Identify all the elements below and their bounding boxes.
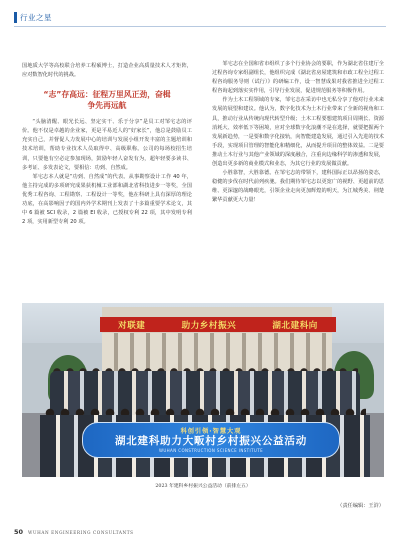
header-title: 行业之星: [20, 12, 52, 22]
left-paragraph-3: 邹宅志本人就是“功到、自然成”的代表。从事勘察设计工作 40 年，他主持完成的多项研究成果获机械工业部和湖北省科技进步一等奖，全国优秀工程咨询、工程勘察、工程设计一等奖，他在科研上具有深厚的理论功底，在高影响因子的国内外学术期刊上发表了十多篇重要学术论文，其中 6 篇被 SCI 收录，2 篇被 EI 收录，已授权专利 22 项，其中发明专利 2 项，实用新型专利 20 项。: [22, 173, 192, 226]
section-title: [22, 89, 192, 111]
right-paragraph-1: 邹宅志在全国和省市组织了多个行业协会的要职，作为湖北省住建厅全过程咨询专家组副组长，他组织完成《湖北省房屋建筑和市政工程全过程工程咨询服务导则（试行）》的研编工作，设一智慧成果对我省推进全过程工程咨询起到落实实作用，引导行业发展，促进规范服务等积极作用。: [212, 61, 384, 95]
banner-sub-text: WUHAN CONSTRUCTION SCIENCE INSTITUTE: [158, 448, 264, 453]
right-text-column: [212, 60, 384, 206]
left-paragraph-2: “头脑清醒、眼光长远、坚定实干、乐于分享”是员工对邹宅志的评价。他不仅是卓越的企业家，更是平易近人的“好家长”，他总是鼓励员工充实自己，并督促人力发展中心的培训与发展小组开发丰富的主题培训和技术培训，帮助专业技术人员取得中、高级职称。公司的每场校招生培训，只要他有空必定参加现场，鼓励年轻人奋发有为，超年轻要多读书、多考证、多发表论文，要相信：功到、自然成。: [22, 119, 192, 171]
page-number: 50: [14, 528, 24, 536]
right-paragraph-3: 小胜靠智，大胜靠德。在邹宅志的带领下，建科国际正以昂扬的姿态，稳健的步伐在时代前列疾驰。我们期待邹宅志以更宽广的视野、更超前的思维、更深邃的战略眼光，引领企业走向更加辉煌的明天，为江城秀美、荆楚繁华贡献更大力量！: [212, 170, 384, 204]
column-header: [14, 10, 52, 24]
event-blue-banner: [82, 422, 340, 458]
section-title-line-2: 争先再远航: [87, 101, 127, 111]
right-paragraph-2: 作为土木工程领域的专家，邹宅志在采访中也无私分享了他对行业未来发展的展望和建议。他认为，数字化技术为土木行业带来了全新的视角和工具，推动行业从传统向现代转型升级；土木工程要想建筑项目周期长、资源消耗大、效率低下等困境，应对全球数字化浪潮不是在选择，就要把握两个发展新趋势，一是要和数字化接轨，向智能建造发展，通过引入先进的技术手段，实现项目管理的智能化和精细化，从而提升项目的整体效益。二是要推动土木行业与其他产业领域的深度融合，注重向边缘科学的渗透和发展，创造出更多新的商业模式和业态，为其它行业的发展做贡献。: [212, 97, 384, 168]
red-banner-mid: 助力乡村振兴: [181, 320, 237, 331]
header-accent-bar: [14, 12, 17, 23]
header-divider: [14, 26, 386, 27]
publication-name: WUHAN ENGINEERING CONSULTANTS: [28, 529, 134, 535]
banner-top-text: 科创引领·智慧大观: [180, 428, 242, 435]
page-footer: [14, 528, 134, 536]
red-banner-right: 湖北建科向: [272, 320, 318, 331]
section-title-line-1: “志”存高远：征程万里风正劲，奋楫: [43, 90, 171, 100]
building-red-banner: [100, 317, 336, 332]
left-text-column: [22, 62, 192, 227]
banner-main-text: 湖北建科助力大畈村乡村振兴公益活动: [114, 435, 308, 447]
photo-caption: 2023 年建科乡村振兴公益活动（前排左五）: [155, 484, 251, 489]
red-banner-left: 对联建: [118, 320, 146, 331]
group-photo: [22, 303, 384, 477]
left-paragraph-1: 国地质大学等高校联合培养工程硕博士，打造企业高质量技术人才矩阵，应对数智化时代的挑战。: [22, 63, 192, 79]
editor-credit: （责任编辑：王浒）: [337, 503, 384, 509]
